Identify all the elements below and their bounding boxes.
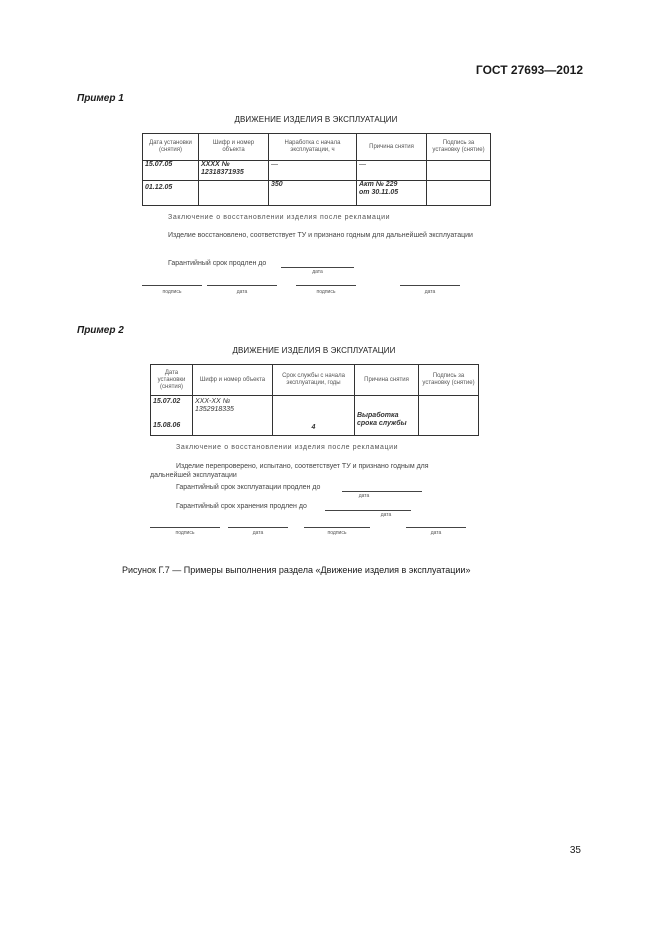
cell-service-life <box>273 396 355 436</box>
column-header-service-life: Срок службы с начала эксплуатации, годы <box>273 365 355 396</box>
example-2-conclusion-title: Заключение о восстановлении изделия после рекламации <box>176 444 399 451</box>
date-caption: дата <box>236 289 248 295</box>
signature-line <box>304 527 370 528</box>
example-1-warranty-line: Гарантийный срок продлен до <box>168 260 267 267</box>
date-caption: дата <box>430 530 442 536</box>
example-2-operation-date-line <box>342 491 422 492</box>
column-header-signature: Подпись за установку (снятие) <box>427 134 491 161</box>
example-2-paragraph: Изделие перепроверено, испытано, соответствует ТУ и признано годным для дальнейшей эксплуатации <box>150 463 429 479</box>
column-header-object-code: Шифр и номер объекта <box>199 134 269 161</box>
example-2-table-title: ДВИЖЕНИЕ ИЗДЕЛИЯ В ЭКСПЛУАТАЦИИ <box>232 346 396 355</box>
column-header-date: Дата установки (снятия) <box>143 134 199 161</box>
example-1-warranty-date-line <box>281 267 354 268</box>
date-caption: дата <box>424 289 436 295</box>
example-1-paragraph: Изделие восстановлено, соответствует ТУ и признано годным для дальнейшей эксплуатации <box>168 232 473 239</box>
cell-operating-time: — <box>269 161 357 181</box>
cell-object-code <box>199 181 269 206</box>
signature-caption: подпись <box>327 530 347 536</box>
date-line <box>228 527 288 528</box>
date-caption: дата <box>252 530 264 536</box>
example-2-date-caption: дата <box>358 493 370 499</box>
cell-object-code: XXXX № 12318371935 <box>199 161 269 181</box>
page-number: 35 <box>569 845 581 856</box>
date-line <box>400 285 460 286</box>
service-life-value: 4 <box>311 424 316 431</box>
cell-date-removal: 15.08.06 <box>153 422 181 429</box>
cell-date <box>151 396 193 436</box>
cell-removal-reason: Акт № 229 от 30.11.05 <box>357 181 427 206</box>
removal-reason-value: Выработка срока службы <box>357 411 407 427</box>
signature-caption: подпись <box>175 530 195 536</box>
cell-signature <box>427 181 491 206</box>
example-1-date-caption: дата <box>312 269 323 275</box>
standard-number: ГОСТ 27693—2012 <box>475 63 583 77</box>
cell-removal-reason: — <box>357 161 427 181</box>
cell-object-code: XXX-XX № 1352918335 <box>193 396 273 436</box>
example-2-warranty-storage-line: Гарантийный срок хранения продлен до <box>176 503 307 510</box>
cell-operating-time: 350 <box>269 181 357 206</box>
column-header-signature: Подпись за установку (снятие) <box>419 365 479 396</box>
signature-caption: подпись <box>162 289 182 295</box>
example-1-movement-table <box>142 133 491 206</box>
column-header-object-code: Шифр и номер объекта <box>193 365 273 396</box>
cell-signature <box>427 161 491 181</box>
example-2-movement-table <box>150 364 479 436</box>
signature-line <box>142 285 202 286</box>
example-1-table-title: ДВИЖЕНИЕ ИЗДЕЛИЯ В ЭКСПЛУАТАЦИИ <box>234 115 398 124</box>
table-row <box>151 396 479 436</box>
cell-removal-reason <box>355 396 419 436</box>
example-1-label: Пример 1 <box>77 93 124 104</box>
column-header-removal-reason: Причина снятия <box>357 134 427 161</box>
signature-caption: подпись <box>316 289 336 295</box>
example-2-date-caption: дата <box>380 512 392 518</box>
example-2-warranty-operation-line: Гарантийный срок эксплуатации продлен до <box>176 484 321 491</box>
cell-date: 01.12.05 <box>143 181 199 206</box>
figure-caption: Рисунок Г.7 — Примеры выполнения раздела «Движение изделия в эксплуатации» <box>122 565 471 575</box>
cell-date: 15.07.05 <box>143 161 199 181</box>
example-2-label: Пример 2 <box>77 325 124 336</box>
signature-line <box>150 527 220 528</box>
example-2-storage-date-line <box>325 510 411 511</box>
column-header-operating-time: Наработка с начала эксплуатации, ч <box>269 134 357 161</box>
table-row <box>143 181 491 206</box>
signature-line <box>296 285 356 286</box>
example-1-conclusion-title: Заключение о восстановлении изделия после рекламации <box>168 214 391 221</box>
table-row <box>143 161 491 181</box>
column-header-date: Дата установки (снятия) <box>151 365 193 396</box>
cell-date-install: 15.07.02 <box>153 398 181 405</box>
column-header-removal-reason: Причина снятия <box>355 365 419 396</box>
cell-signature <box>419 396 479 436</box>
date-line <box>207 285 277 286</box>
date-line <box>406 527 466 528</box>
